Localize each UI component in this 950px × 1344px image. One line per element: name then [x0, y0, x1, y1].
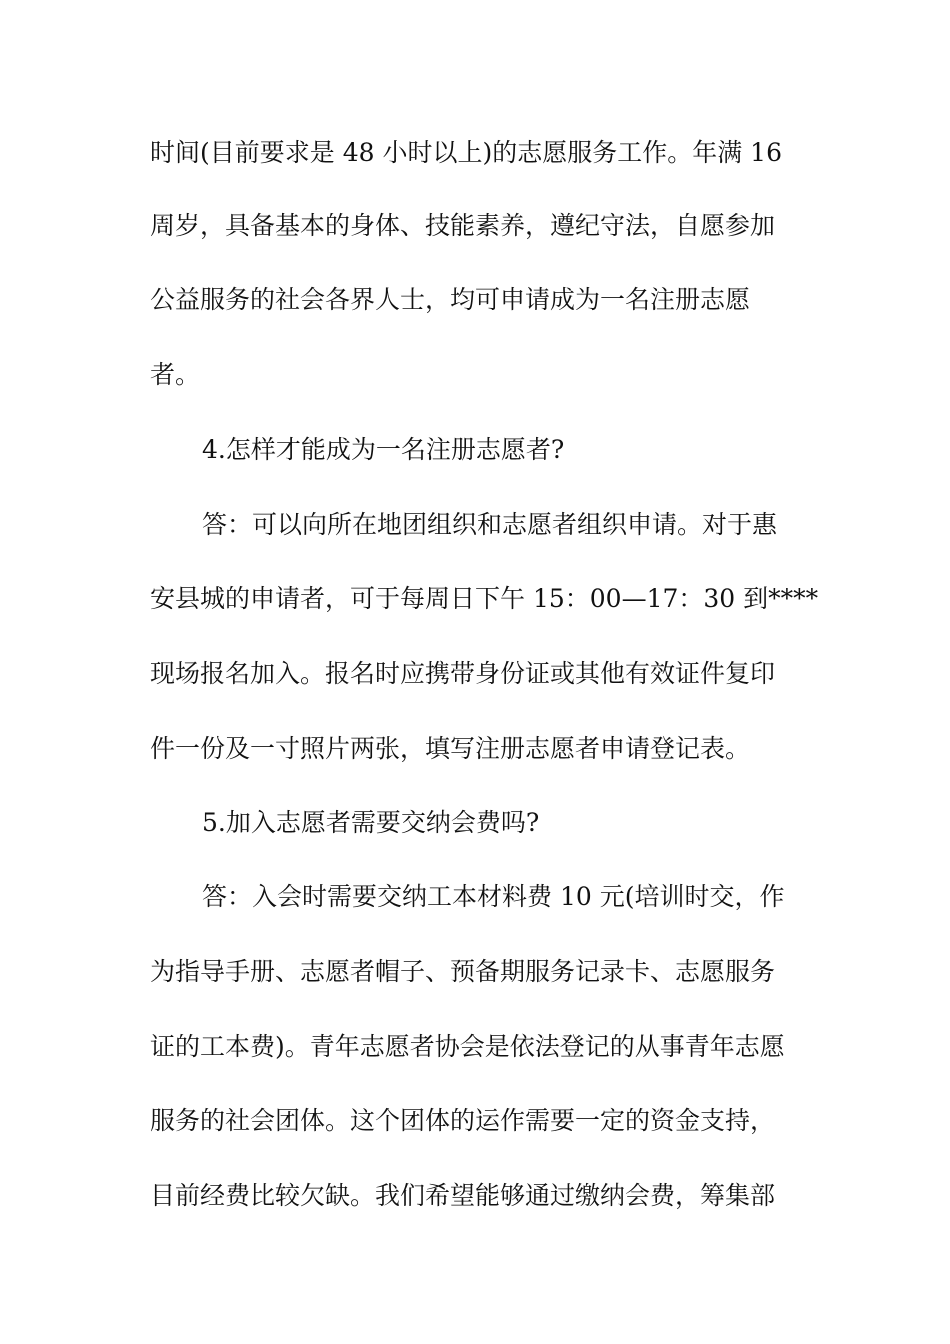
question-heading: 4.怎样才能成为一名注册志愿者?	[202, 435, 565, 464]
text-line: 时间(目前要求是 48 小时以上)的志愿服务工作。年满 16	[150, 138, 782, 167]
text-line: 者。	[150, 360, 201, 389]
answer-line: 答：可以向所在地团组织和志愿者组织申请。对于惠	[202, 510, 778, 539]
text-line: 服务的社会团体。这个团体的运作需要一定的资金支持，	[150, 1106, 776, 1135]
text-line: 件一份及一寸照片两张，填写注册志愿者申请登记表。	[150, 734, 751, 763]
text-line: 周岁，具备基本的身体、技能素养，遵纪守法，自愿参加	[150, 211, 776, 240]
question-heading: 5.加入志愿者需要交纳会费吗?	[202, 808, 540, 837]
text-line: 目前经费比较欠缺。我们希望能够通过缴纳会费，筹集部	[150, 1181, 776, 1210]
answer-line: 答：入会时需要交纳工本材料费 10 元(培训时交，作	[202, 882, 785, 911]
text-line: 现场报名加入。报名时应携带身份证或其他有效证件复印	[150, 659, 776, 688]
text-line: 公益服务的社会各界人士，均可申请成为一名注册志愿	[150, 285, 751, 314]
text-line: 安县城的申请者，可于每周日下午 15：00—17：30 到****	[150, 584, 819, 613]
text-line: 证的工本费)。青年志愿者协会是依法登记的从事青年志愿	[150, 1032, 785, 1061]
text-line: 为指导手册、志愿者帽子、预备期服务记录卡、志愿服务	[150, 957, 776, 986]
